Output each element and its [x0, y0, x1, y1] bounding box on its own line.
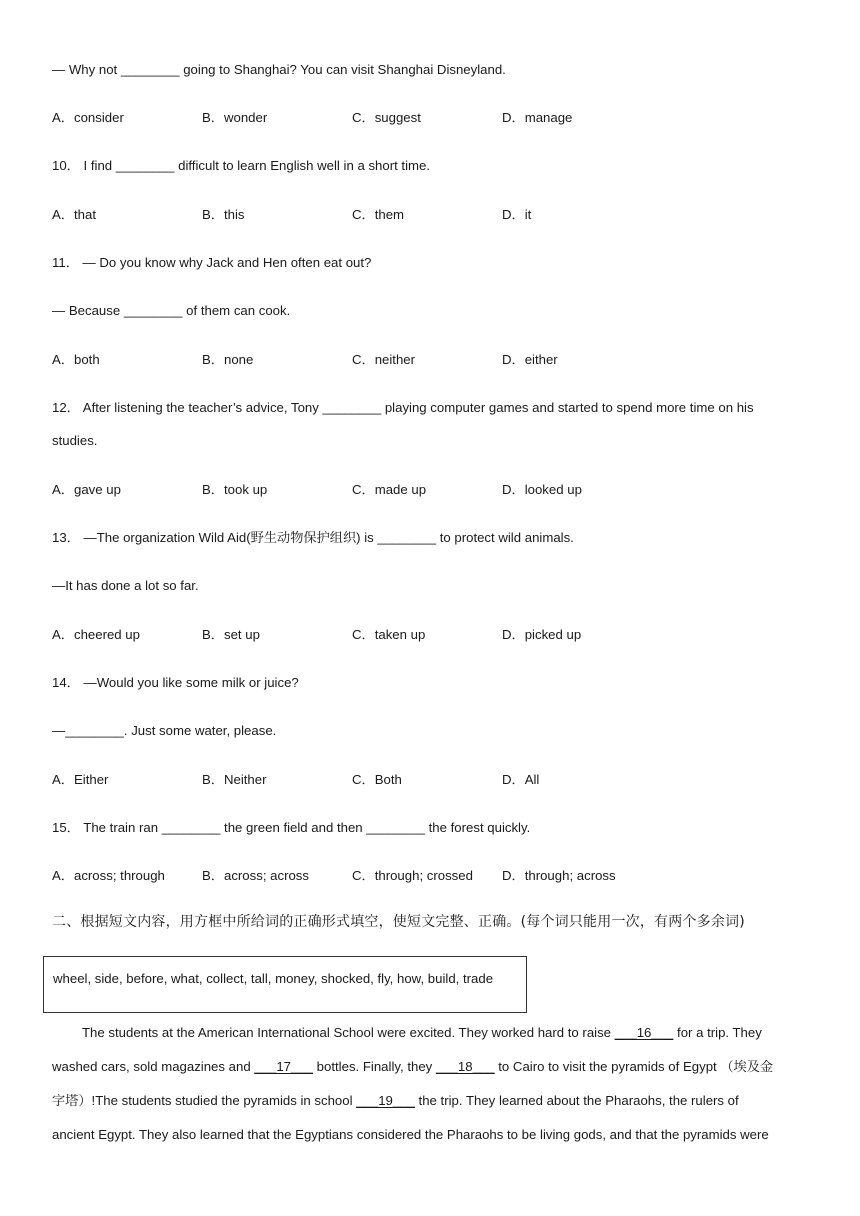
q13-options: [52, 626, 812, 644]
blank-18[interactable]: ___18___: [435, 1059, 495, 1074]
q10-stem: 10． I find ________ difficult to learn English well in a short time.: [52, 158, 431, 173]
passage-text: 字塔）!The students studied the pyramids in school: [52, 1093, 357, 1108]
q13-stem: 13． —The organization Wild Aid(野生动物保护组织) is ________ to protect wild animals.: [52, 530, 574, 545]
q11-option-c: C．neither: [352, 352, 416, 367]
q15-options: [52, 867, 812, 885]
q9-reply-line: — Why not ________ going to Shanghai? You can visit Shanghai Disneyland.: [52, 62, 506, 77]
passage-text: bottles. Finally, they: [313, 1059, 436, 1074]
q10-options: [52, 206, 812, 224]
word-box-text: wheel, side, before, what, collect, tall, money, shocked, fly, how, build, trade: [53, 971, 494, 986]
passage-line-3: [52, 1092, 739, 1110]
q12-option-c: C．made up: [352, 482, 427, 497]
q14-option-d: D．All: [502, 772, 540, 787]
q12-options: [52, 481, 812, 499]
q11-options: [52, 351, 812, 369]
q15-option-b: B．across; across: [202, 868, 309, 883]
q13-option-a: A．cheered up: [52, 627, 140, 642]
q12-option-d: D．looked up: [502, 482, 582, 497]
passage-line-1: [82, 1024, 762, 1042]
q15-option-c: C．through; crossed: [352, 868, 473, 883]
q14-option-c: C．Both: [352, 772, 402, 787]
q9-option-c: C．suggest: [352, 110, 421, 125]
passage-text: washed cars, sold magazines and: [52, 1059, 255, 1074]
q11-reply-line: — Because ________ of them can cook.: [52, 303, 291, 318]
blank-16[interactable]: ___16___: [614, 1025, 674, 1040]
q12-stem-continued: studies.: [52, 433, 98, 448]
q9-option-a: A．consider: [52, 110, 124, 125]
q9-option-b: B．wonder: [202, 110, 268, 125]
q15-option-d: D．through; across: [502, 868, 616, 883]
q11-option-a: A．both: [52, 352, 100, 367]
q12-option-b: B．took up: [202, 482, 268, 497]
passage-text: for a trip. They: [673, 1025, 762, 1040]
q13-option-b: B．set up: [202, 627, 260, 642]
passage-text: to Cairo to visit the pyramids of Egypt （埃及金: [494, 1059, 774, 1074]
q14-option-a: A．Either: [52, 772, 109, 787]
q14-reply-line: —________. Just some water, please.: [52, 723, 277, 738]
q14-options: [52, 771, 812, 789]
passage-line-4: ancient Egypt. They also learned that the Egyptians considered the Pharaohs to be living gods, and that the pyramids were: [52, 1127, 769, 1142]
q14-option-b: B．Neither: [202, 772, 267, 787]
section-2-heading: 二、根据短文内容，用方框中所给词的正确形式填空，使短文完整、正确。(每个词只能用一次，有两个多余词): [52, 914, 745, 930]
passage-text: the trip. They learned about the Pharaohs, the rulers of: [414, 1093, 739, 1108]
q10-option-b: B．this: [202, 207, 245, 222]
blank-19[interactable]: ___19___: [356, 1093, 415, 1108]
q9-option-d: D．manage: [502, 110, 573, 125]
q11-option-b: B．none: [202, 352, 254, 367]
q10-option-a: A．that: [52, 207, 96, 222]
q9-options: [52, 109, 812, 127]
q14-stem: 14． —Would you like some milk or juice?: [52, 675, 299, 690]
q11-stem: 11． — Do you know why Jack and Hen often eat out?: [52, 255, 372, 270]
q13-option-d: D．picked up: [502, 627, 582, 642]
q13-option-c: C．taken up: [352, 627, 426, 642]
q12-stem: 12． After listening the teacher’s advice, Tony ________ playing computer games and started to spend more time on his: [52, 400, 754, 415]
q10-option-c: C．them: [352, 207, 405, 222]
q12-option-a: A．gave up: [52, 482, 121, 497]
q15-stem: 15． The train ran ________ the green field and then ________ the forest quickly.: [52, 820, 531, 835]
q13-reply-line: —It has done a lot so far.: [52, 578, 199, 593]
word-box: [43, 956, 527, 1013]
q10-option-d: D．it: [502, 207, 532, 222]
q15-option-a: A．across; through: [52, 868, 165, 883]
blank-17[interactable]: ___17___: [254, 1059, 314, 1074]
passage-text: The students at the American International School were excited. They worked hard to raise: [82, 1025, 615, 1040]
passage-line-2: [52, 1058, 773, 1076]
q11-option-d: D．either: [502, 352, 558, 367]
